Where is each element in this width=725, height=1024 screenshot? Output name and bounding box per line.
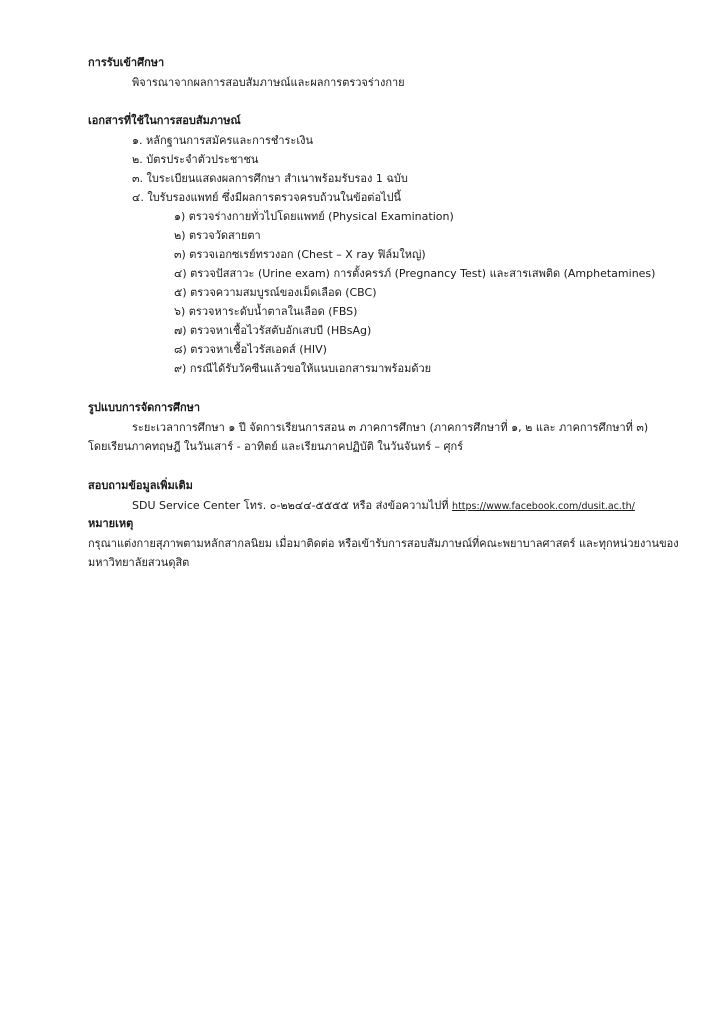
medical-check-item: ๑) ตรวจร่างกายทั่วไปโดยแพทย์ (Physical Examination) [174,210,454,223]
medical-check-item: ๔) ตรวจปัสสาวะ (Urine exam) การตั้งครรภ์ (Pregnancy Test) และสารเสพติด (Amphetamines) [174,267,656,280]
note-heading: หมายเหตุ [88,517,134,530]
document-item: ๑. หลักฐานการสมัครและการชำระเงิน [132,134,313,147]
contact-line [132,499,635,514]
document-item: ๔. ใบรับรองแพทย์ ซึ่งมีผลการตรวจครบถ้วนในข้อต่อไปนี้ [132,191,402,204]
documents-heading: เอกสารที่ใช้ในการสอบสัมภาษณ์ [88,114,241,127]
medical-check-item: ๙) กรณีได้รับวัคซีนแล้วขอให้แนบเอกสารมาพร้อมด้วย [174,362,432,375]
contact-heading: สอบถามข้อมูลเพิ่มเติม [88,479,193,492]
medical-check-item: ๒) ตรวจวัดสายตา [174,229,261,242]
note-line-1: กรุณาแต่งกายสุภาพตามหลักสากลนิยม เมื่อมาติดต่อ หรือเข้ารับการสอบสัมภาษณ์ที่คณะพยาบาลศาสตร์ และทุกหน่วยงานของ [88,537,679,550]
admission-body: พิจารณาจากผลการสอบสัมภาษณ์และผลการตรวจร่างกาย [132,76,405,89]
document-item: ๓. ใบระเบียนแสดงผลการศึกษา สำเนาพร้อมรับรอง 1 ฉบับ [132,172,408,185]
admission-heading: การรับเข้าศึกษา [88,56,165,69]
contact-text: SDU Service Center โทร. ๐-๒๒๔๔-๕๕๕๕ หรือ ส่งข้อความไปที่ [132,499,449,512]
document-item: ๒. บัตรประจำตัวประชาชน [132,153,259,166]
medical-check-item: ๖) ตรวจหาระดับน้ำตาลในเลือด (FBS) [174,305,358,318]
medical-check-item: ๕) ตรวจความสมบูรณ์ของเม็ดเลือด (CBC) [174,286,377,299]
medical-check-item: ๗) ตรวจหาเชื้อไวรัสตับอักเสบบี (HBsAg) [174,324,372,337]
medical-check-item: ๓) ตรวจเอกซเรย์ทรวงอก (Chest – X ray ฟิล์มใหญ่) [174,248,426,261]
note-line-2: มหาวิทยาลัยสวนดุสิต [88,556,190,569]
format-line-2: โดยเรียนภาคทฤษฎี ในวันเสาร์ - อาทิตย์ และเรียนภาคปฏิบัติ ในวันจันทร์ – ศุกร์ [88,440,464,453]
format-line-1: ระยะเวลาการศึกษา ๑ ปี จัดการเรียนการสอน ๓ ภาคการศึกษา (ภาคการศึกษาที่ ๑, ๒ และ ภาคการศึกษาที่ ๓) [132,421,649,434]
medical-check-item: ๘) ตรวจหาเชื้อไวรัสเอดส์ (HIV) [174,343,327,356]
format-heading: รูปแบบการจัดการศึกษา [88,401,201,414]
facebook-link[interactable]: https://www.facebook.com/dusit.ac.th/ [452,501,635,512]
